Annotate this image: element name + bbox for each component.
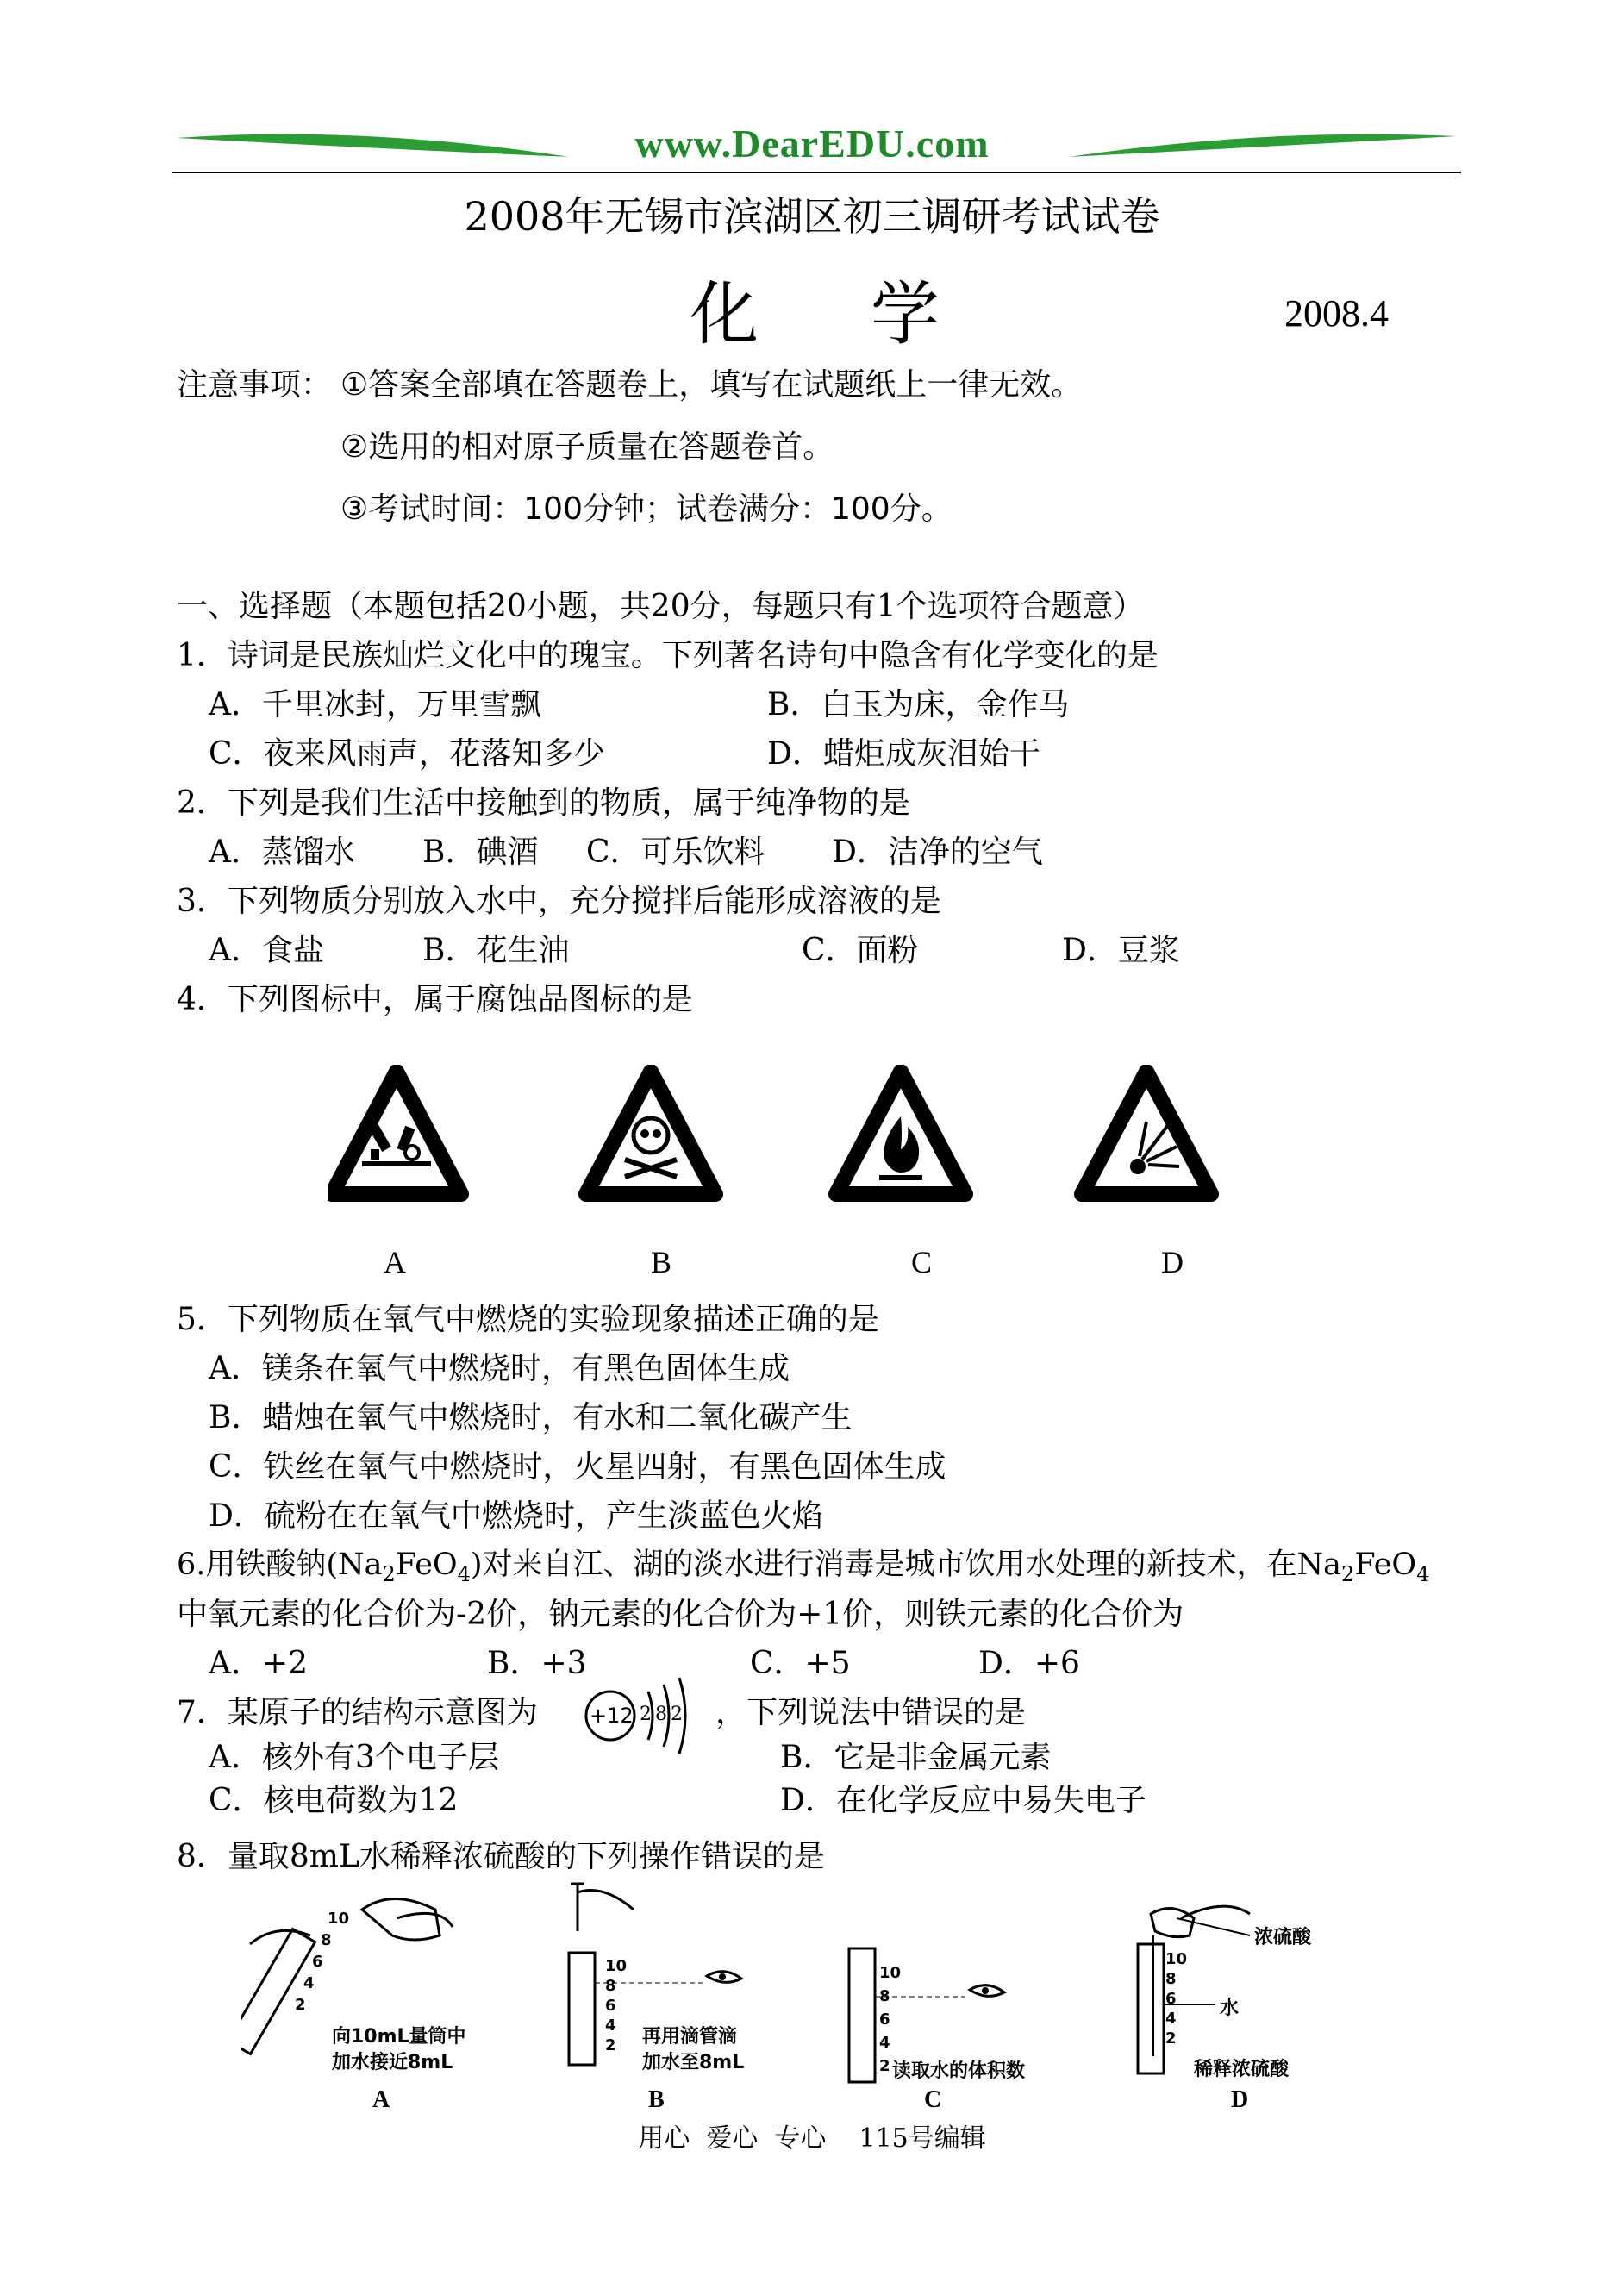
q4-label-a: A — [384, 1245, 406, 1279]
q4-stem: 4．下列图标中，属于腐蚀品图标的是 — [177, 982, 693, 1017]
atom-shell-2: 8 — [655, 1704, 667, 1725]
q2-option-a: A．蒸馏水 — [209, 835, 355, 870]
q8-figure-d — [1121, 1884, 1319, 2078]
page-footer: 用心 爱心 专心 115号编辑 — [638, 2123, 986, 2154]
q5-option-d: D．硫粉在在氧气中燃烧时，产生淡蓝色火焰 — [209, 1498, 823, 1534]
q6-stem-line1: 6.用铁酸钠$(Na_2FeO_4)$对来自江、湖的淡水进行消毒是城市饮用水处理的新技术，在$Na_2FeO_4$ — [177, 1548, 1430, 1586]
toxic-skull-icon — [586, 1072, 715, 1194]
q7-option-d: D．在化学反应中易失电子 — [780, 1783, 1146, 1818]
q8-label-b: B — [648, 2086, 665, 2113]
q6-option-a: A．+2 — [209, 1646, 309, 1681]
q8-caption-a-1: 向10mL量筒中 — [332, 2026, 466, 2048]
flammable-flame-icon — [836, 1072, 965, 1194]
q2-option-b: B．碘酒 — [422, 835, 539, 870]
q5-option-c: C．铁丝在氧气中燃烧时，火星四射，有黑色固体生成 — [209, 1449, 946, 1485]
corrosive-symbol-icon — [332, 1072, 461, 1194]
q3-option-a: A．食盐 — [209, 933, 324, 968]
section-title: 一、选择题（本题包括20小题，共20分，每题只有1个选项符合题意） — [177, 589, 1145, 624]
q6-option-b: B．+3 — [487, 1646, 587, 1681]
q1-stem: 1．诗词是民族灿烂文化中的瑰宝。下列著名诗句中隐含有化学变化的是 — [177, 638, 1159, 673]
exam-date: 2008.4 — [1284, 292, 1389, 335]
q4-label-b: B — [651, 1245, 672, 1279]
q3-option-d: D．豆浆 — [1062, 933, 1180, 968]
notice-item-2: ②选用的相对原子质量在答题卷首。 — [340, 429, 834, 465]
exam-title: 2008年无锡市滨湖区初三调研考试试卷 — [464, 193, 1160, 240]
notice-item-3: ③考试时间：100分钟；试卷满分：100分。 — [340, 491, 953, 527]
q6-stem-line2: 中氧元素的化合价为-2价，钠元素的化合价为+1价，则铁元素的化合价为 — [177, 1597, 1184, 1632]
q8-stem: 8．量取8mL水稀释浓硫酸的下列操作错误的是 — [177, 1839, 825, 1874]
q8-label-a: A — [372, 2086, 390, 2113]
q7-stem-post: ，下列说法中错误的是 — [715, 1695, 1027, 1730]
q8-label-c: C — [924, 2086, 942, 2113]
q7-option-c: C．核电荷数为12 — [209, 1783, 459, 1818]
explosive-burst-icon — [1082, 1072, 1211, 1194]
hazard-symbols — [328, 1065, 1241, 1203]
q3-stem: 3．下列物质分别放入水中，充分搅拌后能形成溶液的是 — [177, 884, 941, 919]
q7-stem-pre: 7．某原子的结构示意图为 — [177, 1695, 538, 1730]
atom-nucleus: +12 — [590, 1704, 634, 1728]
q4-label-c: C — [911, 1245, 933, 1279]
q1-option-a: A．千里冰封，万里雪飘 — [209, 687, 541, 722]
q2-option-c: C．可乐饮料 — [586, 835, 765, 870]
notice-label: 注意事项： — [177, 367, 333, 403]
q8-caption-c: 读取水的体积数 — [892, 2060, 1026, 2082]
q6-option-d: D．+6 — [978, 1646, 1080, 1681]
q8-caption-a-2: 加水接近8mL — [332, 2052, 453, 2073]
atom-shell-1: 2 — [640, 1704, 652, 1725]
q7-option-b: B．它是非金属元素 — [780, 1740, 1052, 1775]
q8-caption-d-acid: 浓硫酸 — [1254, 1927, 1312, 1948]
q7-option-a: A．核外有3个电子层 — [209, 1740, 499, 1775]
atom-structure-diagram — [579, 1664, 700, 1759]
q5-option-b: B．蜡烛在氧气中燃烧时，有水和二氧化碳产生 — [209, 1400, 853, 1435]
q8-caption-d-dilute: 稀释浓硫酸 — [1194, 2059, 1290, 2080]
q2-stem: 2．下列是我们生活中接触到的物质，属于纯净物的是 — [177, 785, 910, 821]
q1-option-d: D．蜡炬成灰泪始干 — [767, 736, 1040, 772]
q8-caption-d-water: 水 — [1220, 1998, 1240, 2019]
subject-title: 化学 — [690, 274, 1052, 354]
q3-option-c: C．面粉 — [802, 933, 919, 968]
atom-shell-3: 2 — [671, 1704, 683, 1725]
q4-label-d: D — [1161, 1245, 1184, 1279]
q1-option-c: C．夜来风雨声，花落知多少 — [209, 736, 605, 772]
header-logo-text: www.DearEDU.com — [634, 122, 990, 166]
q2-option-d: D．洁净的空气 — [832, 835, 1043, 870]
q8-caption-b-2: 加水至8mL — [642, 2052, 745, 2073]
q8-caption-b-1: 再用滴管滴 — [642, 2026, 738, 2048]
q8-label-d: D — [1231, 2086, 1249, 2113]
q5-option-a: A．镁条在氧气中燃烧时，有黑色固体生成 — [209, 1351, 790, 1386]
notice-item-1: ①答案全部填在答题卷上，填写在试题纸上一律无效。 — [340, 367, 1083, 403]
q3-option-b: B．花生油 — [422, 933, 570, 968]
q6-option-c: C．+5 — [750, 1646, 851, 1681]
q5-stem: 5．下列物质在氧气中燃烧的实验现象描述正确的是 — [177, 1302, 879, 1337]
q1-option-b: B．白玉为床，金作马 — [767, 687, 1070, 722]
